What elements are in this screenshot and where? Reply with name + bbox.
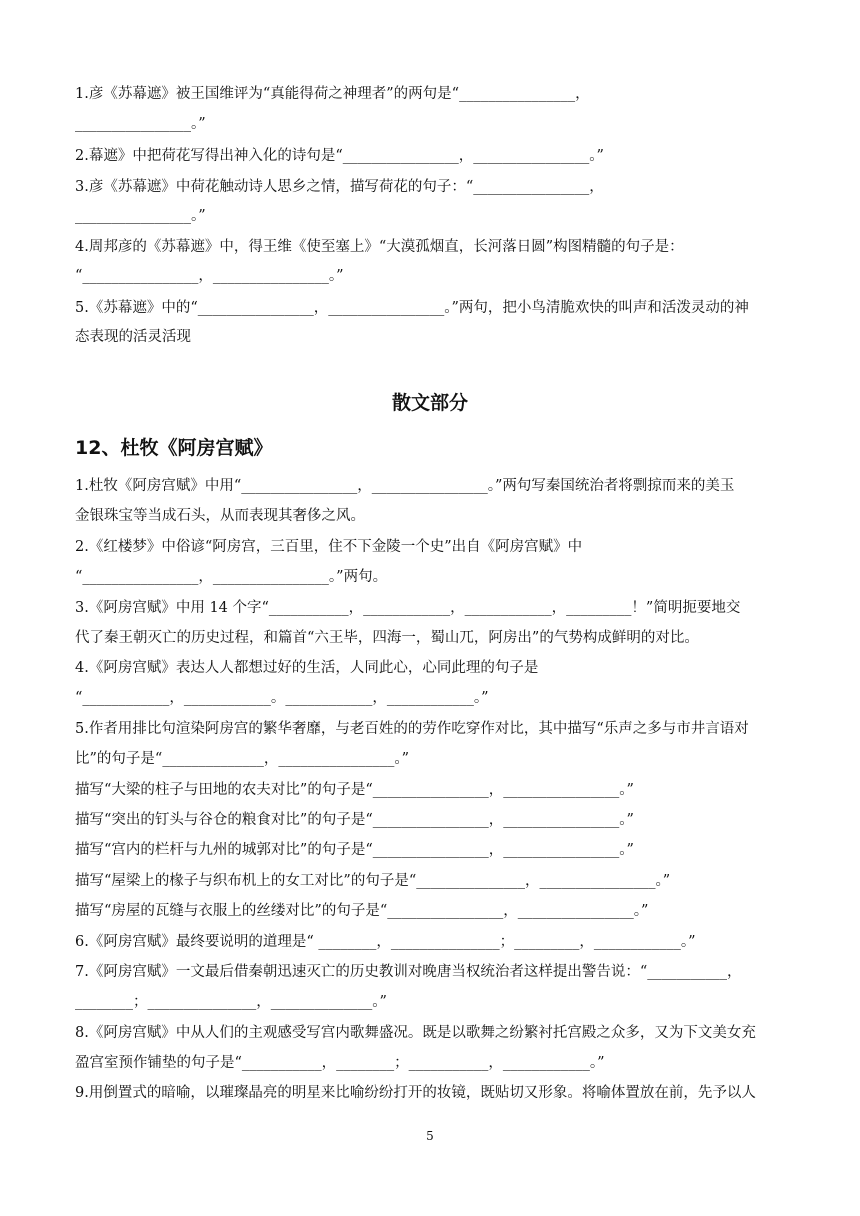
question-line: 2.幕遮》中把荷花写得出神入化的诗句是“________________，________________。” xyxy=(75,148,604,164)
question-line: 8.《阿房宫赋》中从人们的主观感受写宫内歌舞盛况。既是以歌舞之纷繁衬托宫殿之众多，又为下文美女充 xyxy=(75,1025,756,1041)
question-line: 5.作者用排比句渲染阿房宫的繁华奢靡，与老百姓的的劳作吃穿作对比，其中描写“乐声之多与市井言语对 xyxy=(75,721,749,737)
question-line: 金银珠宝等当成石头，从而表现其奢侈之风。 xyxy=(75,508,365,524)
question-line: 4.《阿房宫赋》表达人人都想过好的生活，人同此心，心同此理的句子是 xyxy=(75,660,539,676)
question-line: 6.《阿房宫赋》最终要说明的道理是“ ________，_______________；_________，____________。” xyxy=(75,934,696,950)
question-line: 4.周邦彦的《苏幕遮》中，得王维《使至塞上》“大漠孤烟直，长河落日圆”构图精髓的句子是： xyxy=(75,239,684,255)
question-line: ________；_______________，______________。” xyxy=(75,994,387,1010)
question-line: ________________。” xyxy=(75,208,206,224)
question-line: 描写“宫内的栏杆与九州的城郭对比”的句子是“________________，________________。” xyxy=(75,842,634,858)
question-line: “________________，________________。” xyxy=(75,268,344,284)
question-line: 代了秦王朝灭亡的历史过程，和篇首“六王毕，四海一，蜀山兀，阿房出”的气势构成鲜明的对比。 xyxy=(75,630,699,646)
question-line: 3.《阿房宫赋》中用 14 个字“___________，____________，____________，_________！”简明扼要地交 xyxy=(75,600,741,616)
question-line: 1.杜牧《阿房宫赋》中用“________________，________________。”两句写秦国统治者将剽掠而来的美玉 xyxy=(75,478,735,494)
question-line: 描写“突出的钉头与谷仓的粮食对比”的句子是“________________，________________。” xyxy=(75,812,634,828)
question-line: 9.用倒置式的暗喻，以璀璨晶亮的明星来比喻纷纷打开的妆镜，既贴切又形象。将喻体置放在前，先予以人 xyxy=(75,1085,756,1101)
question-line: 比”的句子是“______________，________________。” xyxy=(75,751,409,767)
question-line: 3.彦《苏幕遮》中荷花触动诗人思乡之情，描写荷花的句子：“________________， xyxy=(75,179,604,195)
question-line: 描写“大梁的柱子与田地的农夫对比”的句子是“________________，________________。” xyxy=(75,782,634,798)
question-line: 描写“房屋的瓦缝与衣服上的丝缕对比”的句子是“________________，________________。” xyxy=(75,903,649,919)
question-line: 1.彦《苏幕遮》被王国维评为“真能得荷之神理者”的两句是“________________， xyxy=(75,86,590,102)
section-title: 散文部分 xyxy=(391,392,468,414)
question-line: 2.《红楼梦》中俗谚“阿房宫，三百里，住不下金陵一个史”出自《阿房宫赋》中 xyxy=(75,539,583,555)
page-number: 5 xyxy=(426,1129,434,1143)
question-line: 5.《苏幕遮》中的“________________，________________。”两句，把小鸟清脆欢快的叫声和活泼灵动的神 xyxy=(75,300,749,316)
question-line: “____________，____________。____________，____________。” xyxy=(75,690,489,706)
question-line: 盈宫室预作铺垫的句子是“___________，________；___________，____________。” xyxy=(75,1055,605,1071)
question-line: 7.《阿房宫赋》一文最后借秦朝迅速灭亡的历史教训对晚唐当权统治者这样提出警告说：“___________， xyxy=(75,964,742,980)
question-line: 态表现的活灵活现 xyxy=(75,329,191,345)
question-line: “________________，________________。”两句。 xyxy=(75,569,388,585)
question-line: 描写“屋梁上的椽子与织布机上的女工对比”的句子是“_______________，________________。” xyxy=(75,873,671,889)
question-line: ________________。” xyxy=(75,116,206,132)
lesson-title: 12、杜牧《阿房宫赋》 xyxy=(75,437,273,459)
